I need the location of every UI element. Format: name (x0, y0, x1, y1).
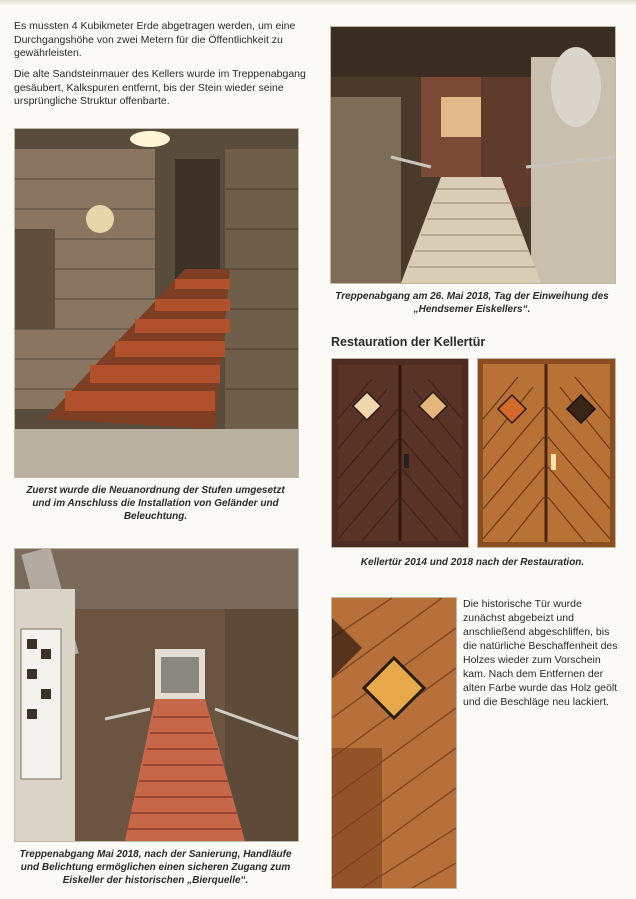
door-restoration-text: Die historische Tür wurde zunächst abgebeizt und anschließend abgeschliffen, bis die natürliche Beschaffenheit des Holzes wieder zum Vorschein kam. Nach dem Entfernen der alten Farbe wurde das Holz geölt und die Beschläge neu lackiert. (463, 598, 618, 708)
section-heading: Restauration der Kellertür (331, 335, 486, 349)
intro-paragraph-1: Es mussten 4 Kubikmeter Erde abgetragen werden, um eine Durchgangshöhe von zwei Metern für die Öffentlichkeit zu gewährleisten. (14, 20, 296, 60)
caption-stairs-new: Zuerst wurde die Neuanordnung der Stufen umgesetzt und im Anschluss die Installation von Geländer und Beleuchtung. (26, 485, 285, 522)
intro-paragraph-2: Die alte Sandsteinmauer des Kellers wurde im Treppenabgang gesäubert, Kalkspuren entfernt, bis der Stein wieder seine ursprüngliche Struktur offenbarte. (14, 68, 306, 108)
caption-doors: Kellertür 2014 und 2018 nach der Restauration. (360, 557, 585, 568)
scan-edge (0, 0, 636, 6)
photo-door-detail (331, 597, 457, 889)
photo-door-2014 (331, 358, 469, 548)
photo-opening-day (330, 26, 616, 284)
photo-door-2018 (477, 358, 616, 548)
caption-stairs-renovated: Treppenabgang Mai 2018, nach der Sanierung, Handläufe und Belichtung ermöglichen einen sicheren Zugang zum Eiskeller der historischen „Bierquelle“. (19, 849, 292, 886)
caption-opening-day: Treppenabgang am 26. Mai 2018, Tag der Einweihung des „Hendsemer Eiskellers“. (335, 291, 609, 315)
photo-stairs-renovated (14, 548, 299, 842)
photo-stairs-new (14, 128, 299, 478)
